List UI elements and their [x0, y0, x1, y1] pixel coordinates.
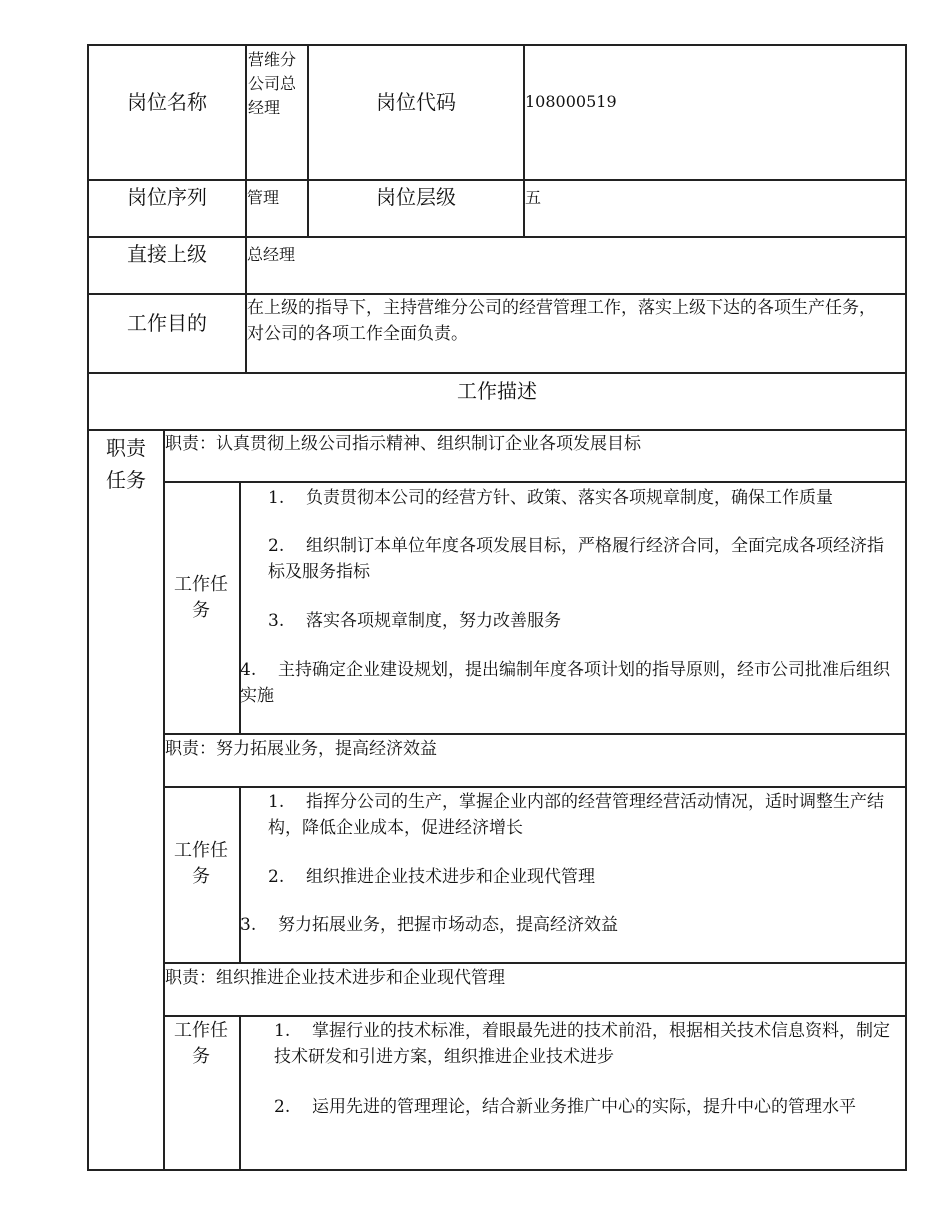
position-code-value: 108000519: [525, 92, 617, 111]
task-text: 运用先进的管理理论，结合新业务推广中心的实际，提升中心的管理水平: [312, 1097, 856, 1117]
col-divider: [239, 1015, 241, 1171]
task-item: [268, 533, 893, 585]
supervisor-label: 直接上级: [127, 242, 207, 266]
task-text: 指挥分公司的生产，掌握企业内部的经营管理经营活动情况，适时调整生产结构，降低企业成本，促进经济增长: [268, 792, 884, 838]
row-divider: [163, 1015, 907, 1017]
task-label: 工作任务: [174, 840, 228, 887]
task-number: 3.: [268, 611, 285, 631]
task-item: [268, 485, 893, 511]
table-border-right: [905, 44, 907, 1171]
task-text: 努力拓展业务，把握市场动态，提高经济效益: [278, 915, 618, 935]
task-item: [240, 912, 900, 938]
duty-title: 职责：认真贯彻上级公司指示精神、组织制订企业各项发展目标: [165, 434, 641, 454]
task-text: 主持确定企业建设规划，提出编制年度各项计划的指导原则，经市公司批准后组织实施: [240, 660, 890, 706]
task-text: 落实各项规章制度，努力改善服务: [306, 611, 561, 631]
task-number: 2.: [268, 536, 285, 556]
col-divider: [163, 429, 165, 1171]
responsibility-label: 职责任务: [106, 436, 146, 492]
table-border-bottom: [87, 1169, 907, 1171]
work-description-title: 工作描述: [457, 379, 537, 403]
task-item: [274, 1094, 899, 1120]
position-name-label: 岗位名称: [127, 90, 207, 114]
task-label: 工作任务: [174, 574, 228, 621]
task-number: 1.: [274, 1021, 291, 1041]
position-code-label: 岗位代码: [376, 90, 456, 114]
task-number: 4.: [240, 660, 257, 680]
position-series-label: 岗位序列: [127, 185, 207, 209]
task-text: 组织推进企业技术进步和企业现代管理: [306, 867, 595, 887]
row-divider: [163, 962, 907, 964]
task-text: 负责贯彻本公司的经营方针、政策、落实各项规章制度，确保工作质量: [306, 488, 833, 508]
position-name-value: 营维分公司总经理: [248, 50, 297, 117]
work-purpose-value: 在上级的指导下，主持营维分公司的经营管理工作，落实上级下达的各项生产任务，对公司的各项工作全面负责。: [247, 298, 876, 344]
work-purpose-label: 工作目的: [127, 311, 207, 335]
task-item: [268, 608, 893, 634]
position-level-label: 岗位层级: [376, 185, 456, 209]
supervisor-value: 总经理: [247, 245, 296, 264]
task-number: 2.: [268, 867, 285, 887]
task-number: 1.: [268, 488, 285, 508]
row-divider: [163, 786, 907, 788]
task-label: 工作任务: [174, 1020, 228, 1067]
duty-title: 职责：努力拓展业务，提高经济效益: [165, 739, 437, 759]
task-text: 组织制订本单位年度各项发展目标，严格履行经济合同，全面完成各项经济指标及服务指标: [268, 536, 884, 582]
task-number: 2.: [274, 1097, 291, 1117]
task-number: 1.: [268, 792, 285, 812]
duty-title: 职责：组织推进企业技术进步和企业现代管理: [165, 968, 505, 988]
task-item: [268, 789, 893, 841]
position-level-value: 五: [525, 188, 542, 207]
task-text: 掌握行业的技术标准，着眼最先进的技术前沿，根据相关技术信息资料，制定技术研发和引进方案，组织推进企业技术进步: [274, 1021, 890, 1067]
row-divider: [163, 481, 907, 483]
position-series-value: 管理: [247, 188, 280, 207]
task-item: [274, 1018, 899, 1070]
task-number: 3.: [240, 915, 257, 935]
row-divider: [163, 733, 907, 735]
task-item: [240, 657, 900, 709]
task-item: [268, 864, 893, 890]
